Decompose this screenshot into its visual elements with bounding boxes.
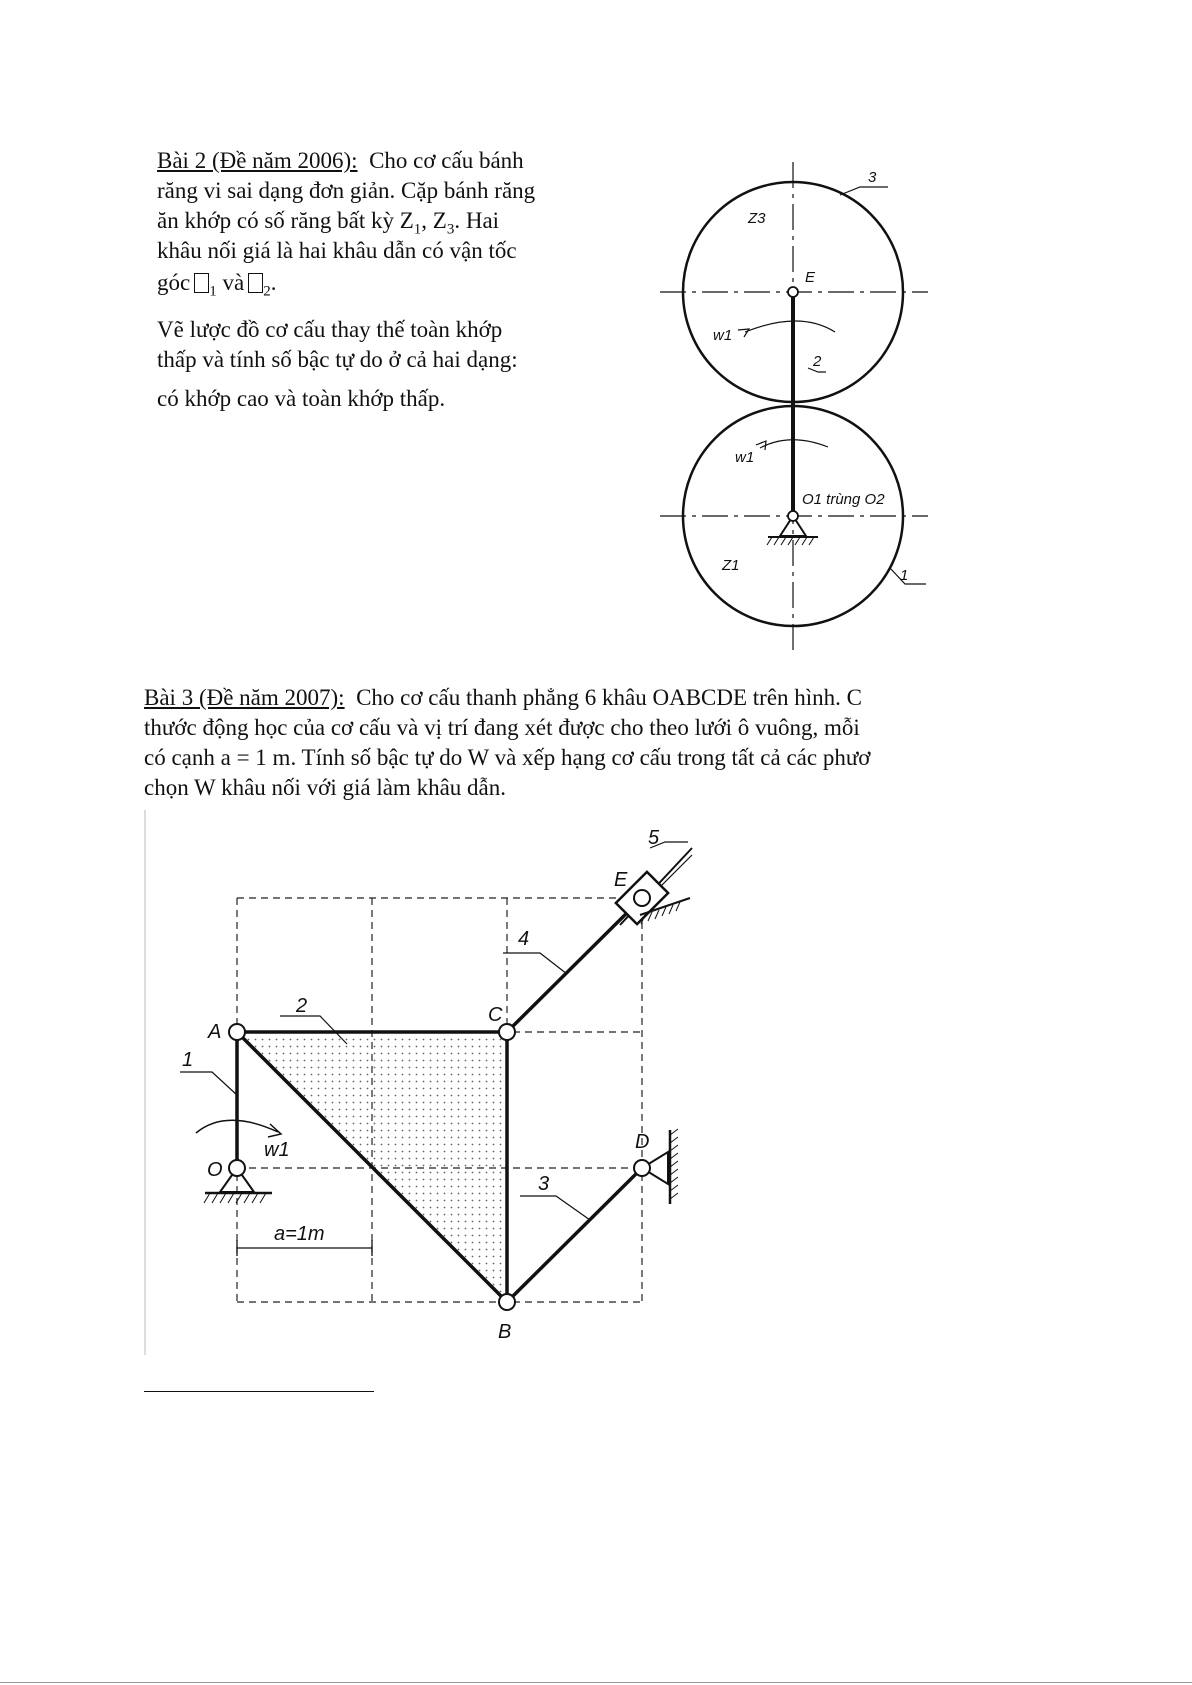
link-3 (507, 1168, 642, 1302)
bai2-line-5 (157, 268, 276, 307)
bai3-line-1 (144, 683, 862, 713)
joint-b (499, 1294, 515, 1310)
label-E: E (614, 869, 628, 891)
bai2-line3-sub2: 3 (446, 221, 455, 238)
bai3-line1-rest: Cho cơ cấu thanh phẳng 6 khâu OABCDE trên hình. C (356, 685, 863, 710)
label-O: O (207, 1159, 223, 1181)
label-a: a=1m (274, 1223, 325, 1245)
label-w1-bottom: w1 (735, 449, 755, 466)
joint-e (788, 287, 798, 297)
label-z1: Z1 (722, 557, 740, 574)
label-1: 1 (900, 567, 909, 584)
label-e: E (805, 269, 816, 286)
bai2-line-1 (157, 146, 524, 176)
bai3-line-2: thước động học của cơ cấu và vị trí đang xét được cho theo lưới ô vuông, mỗi (144, 715, 860, 740)
bai2-para2-line-3: có khớp cao và toàn khớp thấp. (157, 386, 446, 411)
leader-3 (840, 187, 888, 195)
label-2: 2 (296, 995, 308, 1017)
bai2-para2-line-2: thấp và tính số bậc tự do ở cả hai dạng: (157, 347, 518, 372)
bai2-line3-sub1: 1 (413, 221, 422, 238)
label-w1-top: w1 (713, 327, 733, 344)
w1-top-arc (745, 321, 835, 332)
label-D: D (635, 1131, 650, 1153)
joint-o1 (788, 511, 798, 521)
joint-c (499, 1024, 515, 1040)
bai2-line-4: khâu nối giá là hai khâu dẫn có vận tốc (157, 238, 517, 263)
joint-o (229, 1160, 245, 1176)
label-o1o2: O1 trùng O2 (802, 491, 885, 508)
label-4: 4 (518, 928, 530, 950)
bai2-line3-b: , Z (421, 208, 447, 233)
joint-e (634, 890, 650, 906)
label-A: A (208, 1021, 222, 1043)
label-3: 3 (538, 1173, 550, 1195)
bai2-line5-sub1: 1 (209, 283, 217, 300)
link-4 (507, 898, 642, 1032)
bai2-line1-rest: Cho cơ cấu bánh (369, 148, 524, 173)
bai2-heading: Bài 2 (Đề năm 2006): (157, 148, 358, 173)
bai2-line3-a: ăn khớp có số răng bất kỳ Z (157, 208, 414, 233)
bai2-line3-c: . Hai (454, 208, 500, 233)
bai3-line-3: có cạnh a = 1 m. Tính số bậc tự do W và xếp hạng cơ cấu trong tất cả các phươ (144, 745, 871, 770)
bai2-line-2: răng vi sai dạng đơn giản. Cặp bánh răng (157, 178, 536, 203)
bai2-para2-line-1: Vẽ lược đồ cơ cấu thay thế toàn khớp (157, 317, 503, 342)
joint-d (634, 1160, 650, 1176)
page-bottom-edge (0, 1682, 1192, 1683)
label-1: 1 (182, 1049, 194, 1071)
label-C: C (488, 1004, 503, 1026)
bai3-heading: Bài 3 (Đề năm 2007): (144, 685, 345, 710)
label-w1: w1 (264, 1139, 290, 1161)
omega-placeholder-icon (248, 273, 263, 293)
omega-placeholder-icon (194, 273, 209, 293)
bai2-line5-c: . (270, 270, 277, 295)
label-5: 5 (648, 827, 660, 849)
bai2-line5-a: góc (157, 270, 191, 295)
linkage-diagram (140, 805, 700, 1360)
gear-diagram (640, 150, 940, 655)
bai2-line5-b: và (222, 270, 245, 295)
label-z3: Z3 (748, 210, 766, 227)
footnote-separator (144, 1391, 374, 1392)
joint-a (229, 1024, 245, 1040)
label-2: 2 (813, 353, 822, 370)
label-B: B (498, 1321, 512, 1343)
label-3: 3 (868, 169, 877, 186)
bai2-line5-sub2: 2 (263, 283, 271, 300)
bai3-line-4: chọn W khâu nối với giá làm khâu dẫn. (144, 775, 506, 800)
